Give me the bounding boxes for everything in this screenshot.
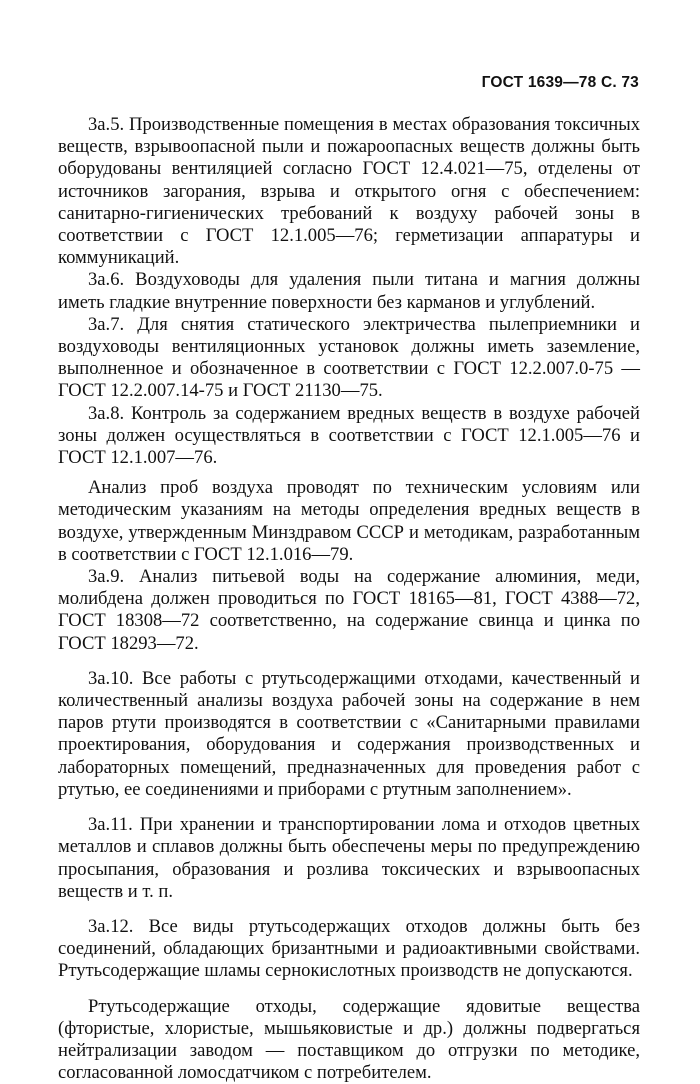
paragraph-3a11: 3а.11. При хранении и транспортировании лома и отходов цветных металлов и сплавов должны быть обеспечены меры по предупреждению просыпания, образования и розлива токсических и взрывоопасных веществ и т. п. — [58, 814, 640, 902]
paragraph-3a10: 3а.10. Все работы с ртутьсодержащими отходами, качественный и количественный анализы воздуха рабочей зоны на содержание в нем паров ртути производятся в соответствии с «Санитарными правилами проектирования, оборудования и содержания производственных и лабораторных помещений, предназначенных для проведения работ с ртутью, ее соединениями и приборами с ртутным заполнением». — [58, 667, 640, 800]
paragraph-3a5: 3а.5. Производственные помещения в местах образования токсичных веществ, взрывоопасной пыли и пожароопасных веществ должны быть оборудованы вентиляцией согласно ГОСТ 12.4.021—75, отделены от источников загорания, взрыва и открытого огня с обеспечением: санитарно-гигиенических требований к воздуху рабочей зоны в соответствии с ГОСТ 12.1.005—76; герметизации аппаратуры и коммуникаций. — [58, 114, 640, 269]
paragraph-mercury-waste: Ртутьсодержащие отходы, содержащие ядовитые вещества (фтористые, хлористые, мышьяковистые и др.) должны подвергаться нейтрализации заводом — поставщиком до отгрузки по методике, согласованной ломосдатчиком с потребителем. — [58, 995, 640, 1084]
running-head: ГОСТ 1639—78 С. 73 — [481, 74, 639, 91]
paragraph-air-analysis: Анализ проб воздуха проводят по техническим условиям или методическим указаниям на методы определения вредных веществ в воздухе, утвержденным Минздравом СССР и методикам, разработанным в соответствии с ГОСТ 12.1.016—79. — [58, 477, 640, 565]
body-text — [58, 114, 640, 1084]
paragraph-3a8: 3а.8. Контроль за содержанием вредных веществ в воздухе рабочей зоны должен осуществляться в соответствии с ГОСТ 12.1.005—76 и ГОСТ 12.1.007—76. — [58, 402, 640, 469]
paragraph-3a6: 3а.6. Воздуховоды для удаления пыли титана и магния должны иметь гладкие внутренние поверхности без карманов и углублений. — [58, 269, 640, 313]
paragraph-3a9: 3а.9. Анализ питьевой воды на содержание алюминия, меди, молибдена должен проводиться по ГОСТ 18165—81, ГОСТ 4388—72, ГОСТ 18308—72 соответственно, на содержание свинца и цинка по ГОСТ 18293—72. — [58, 566, 640, 654]
paragraph-3a12: 3а.12. Все виды ртутьсодержащих отходов должны быть без соединений, обладающих бризантными и радиоактивными свойствами. Ртутьсодержащие шламы сернокислотных производств не допускаются. — [58, 915, 640, 982]
paragraph-3a7: 3а.7. Для снятия статического электричества пылеприемники и воздуховоды вентиляционных установок должны иметь заземление, выполненное и обозначенное в соответствии с ГОСТ 12.2.007.0-75 — ГОСТ 12.2.007.14-75 и ГОСТ 21130—75. — [58, 313, 640, 402]
